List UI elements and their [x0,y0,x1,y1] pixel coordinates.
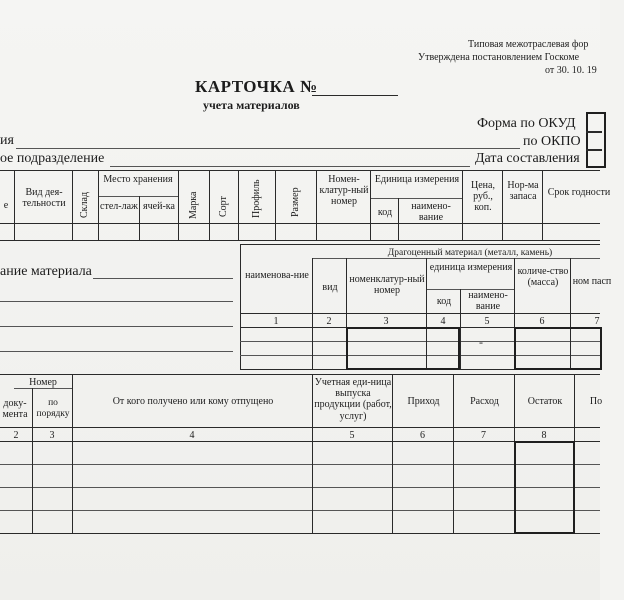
accounting-unit-header: Учетная еди-ница выпуска продукции (работ, услуг) [314,377,392,422]
table-col-line [275,170,276,240]
department-label: ое подразделение [0,151,105,166]
dash-mark: - [479,335,483,349]
unit-header: Единица измерения [374,174,460,185]
bottom-table-rule [0,533,600,534]
material-name-label: ание материала [0,264,92,279]
table-rule [370,198,462,199]
storage-place-header: Место хранения [103,174,173,185]
table-col-line [98,170,99,240]
okud-label: Форма по ОКУД [477,116,576,131]
material-name-line [0,351,233,352]
material-name-line [0,326,233,327]
bottom-table-rule [0,374,600,375]
item-number-header: Номен-клатур-ный номер [319,174,369,208]
bottom-col-number: 4 [189,430,195,441]
table-col-line [398,198,399,240]
date-label: Дата составления [475,151,580,166]
code-boxes [586,112,606,168]
form-type-line: Типовая межотраслевая фор [468,39,589,50]
bottom-table-rule [0,487,600,488]
receipt-header: Приход [407,396,440,407]
bottom-col-line [392,374,393,533]
table-rule [0,170,600,171]
bottom-col-number: 5 [349,430,355,441]
table-col-line [14,170,15,240]
precious-col-number: 4 [440,316,446,327]
precious-name-header: наименова-ние [245,270,309,281]
precious-col-number: 7 [594,316,600,327]
number-header: Номер [29,377,57,388]
expense-header: Расход [470,396,499,407]
table-col-line [502,170,503,240]
grade-header: Сорт [218,196,229,218]
code-box-divider [586,131,602,133]
bottom-col-line [72,374,73,533]
precious-title: Драгоценный материал (металл, камень) [387,248,553,258]
rack-header: стел-лаж [100,201,138,212]
bottom-col-number: 7 [481,430,486,441]
table-rule [0,223,600,224]
organization-line [16,148,520,149]
precious-highlight-box [514,327,602,370]
approval-date-line: от 30. 10. 19 [545,65,597,76]
precious-quantity-header: количе-ство (масса) [517,266,569,289]
bottom-table-rule [0,510,600,511]
col-e-header: е [3,200,9,211]
table-col-line [316,170,317,240]
activity-type-header: Вид дея-тельности [22,187,66,210]
balance-highlight-box [514,441,575,534]
warehouse-header: Склад [79,191,90,219]
precious-type-header: вид [322,282,338,293]
material-name-line [93,278,233,279]
bottom-col-number: 6 [420,430,425,441]
precious-passport-header: ном пасп [572,276,612,287]
size-header: Размер [290,187,301,217]
precious-table-border [240,244,241,370]
card-number-line [312,95,398,96]
precious-unit-code-header: код [436,296,452,307]
precious-table-rule [240,244,600,245]
department-line [110,166,470,167]
table-rule [0,240,600,241]
precious-highlight-box [346,327,460,370]
brand-header: Марка [188,191,199,219]
precious-table-rule [240,313,600,314]
precious-col-number: 2 [326,316,332,327]
table-rule [98,196,178,197]
table-col-line [370,170,371,240]
unit-code-header: код [377,207,393,218]
precious-col-line [312,258,313,369]
precious-col-number: 1 [273,316,279,327]
precious-col-number: 6 [539,316,545,327]
bottom-table-rule [0,427,600,428]
bottom-col-line [32,388,33,533]
precious-item-number-header: номенклатур-ный номер [349,274,425,297]
stock-norm-header: Нор-ма запаса [507,180,539,203]
table-col-line [542,170,543,240]
okpo-label: по ОКПО [523,134,581,149]
table-col-line [209,170,210,240]
from-to-header: От кого получено или кому отпущено [112,396,274,407]
material-name-line [0,301,233,302]
bottom-col-number: 3 [49,430,55,441]
balance-header: Остаток [527,396,563,407]
price-header: Цена, руб., коп. [471,180,495,214]
bottom-col-number: 2 [13,430,19,441]
bottom-table-rule [0,464,600,465]
table-col-line [178,170,179,240]
bottom-col-number: 8 [541,430,547,441]
profile-header: Профиль [251,179,262,219]
sequence-number-header: по порядку [36,398,70,419]
unit-name-header: наимено-вание [411,201,451,224]
bottom-col-line [453,374,454,533]
last-col-header: По [589,396,603,407]
table-col-line [72,170,73,240]
precious-unit-header: единица измерения [429,262,513,273]
table-col-line [238,170,239,240]
precious-col-number: 5 [484,316,490,327]
precious-unit-name-header: наимено-вание [468,290,508,313]
cell-header: ячей-ка [143,201,175,212]
precious-col-number: 3 [383,316,389,327]
card-title: КАРТОЧКА № [195,77,318,96]
precious-col-line [460,289,461,369]
approval-line: Утверждена постановлением Госкоме [418,52,580,63]
shelf-life-header: Срок годности [547,187,611,198]
document-number-header: доку-мента [2,398,28,421]
organization-label: ия [0,133,14,148]
table-col-line [462,170,463,240]
code-box-divider [586,149,602,151]
card-subtitle: учета материалов [203,98,300,112]
bottom-col-line [312,374,313,533]
